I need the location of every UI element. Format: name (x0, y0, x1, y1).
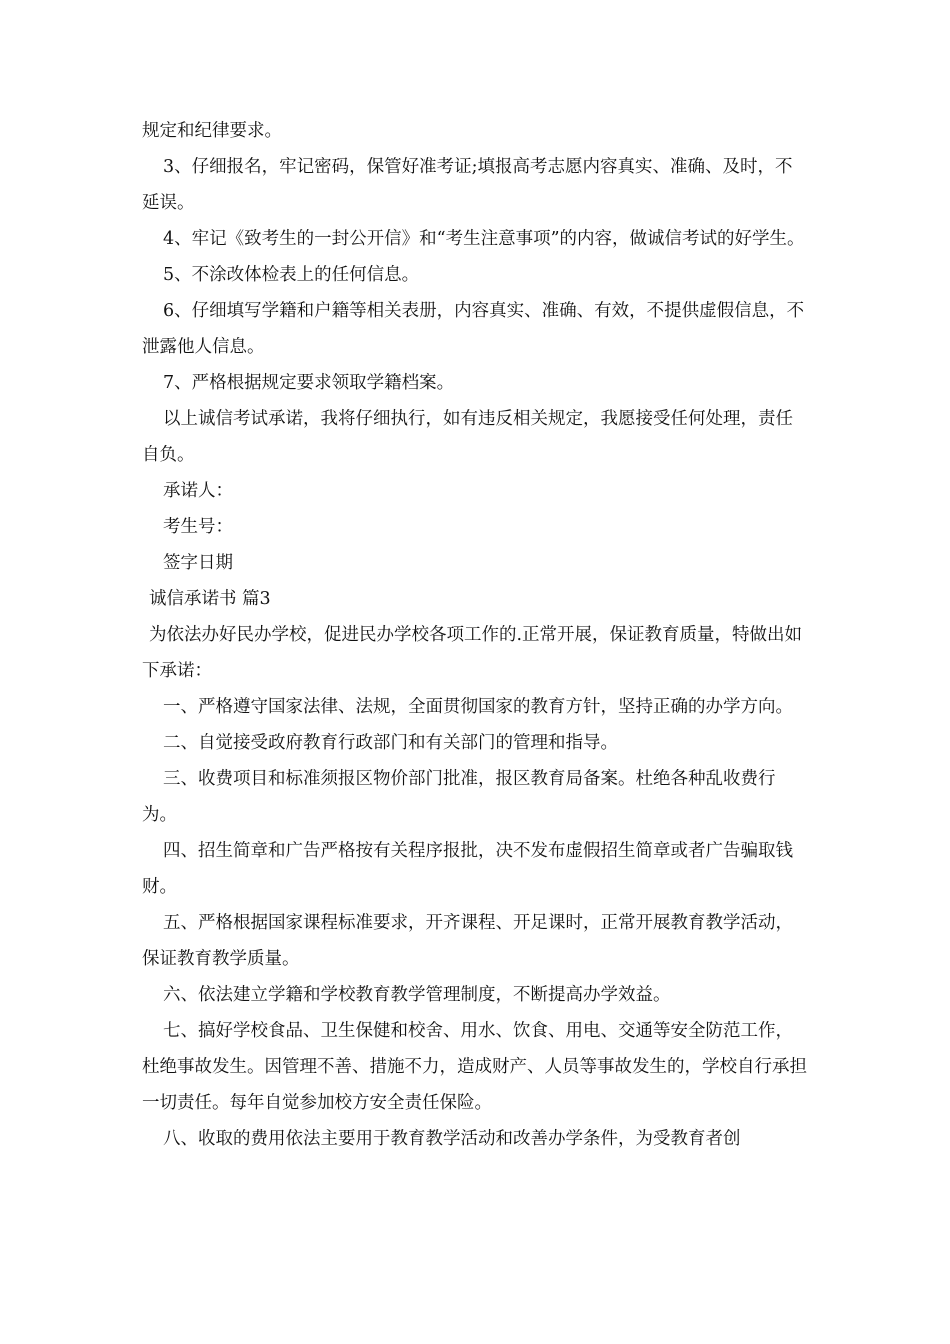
section-heading: 诚信承诺书 篇3 (149, 589, 271, 609)
candidate-number-label: 考生号： (163, 517, 233, 537)
paragraph-pledge-6: 六、依法建立学籍和学校教育教学管理制度，不断提高办学效益。 (163, 985, 671, 1005)
paragraph-pledge-summary: 以上诚信考试承诺，我将仔细执行，如有违反相关规定，我愿接受任何处理，责任自负。 (142, 409, 793, 465)
document-body (142, 113, 808, 1157)
paragraph-intro: 为依法办好民办学校，促进民办学校各项工作的.正常开展，保证教育质量，特做出如下承诺： (142, 625, 803, 681)
paragraph-item-6: 6、仔细填写学籍和户籍等相关表册，内容真实、准确、有效，不提供虚假信息，不泄露他人信息。 (142, 301, 805, 357)
paragraph-pledge-7: 七、搞好学校食品、卫生保健和校舍、用水、饮食、用电、交通等安全防范工作，杜绝事故发生。因管理不善、措施不力，造成财产、人员等事故发生的，学校自行承担一切责任。每年自觉参加校方安全责任保险。 (142, 1021, 807, 1113)
paragraph-pledge-1: 一、严格遵守国家法律、法规，全面贯彻国家的教育方针，坚持正确的办学方向。 (163, 697, 793, 717)
paragraph-pledge-8: 八、收取的费用依法主要用于教育教学活动和改善办学条件，为受教育者创 (163, 1129, 741, 1149)
paragraph-item-3: 3、仔细报名，牢记密码，保管好准考证;填报高考志愿内容真实、准确、及时，不延误。 (142, 157, 793, 213)
paragraph-pledge-4: 四、招生简章和广告严格按有关程序报批，决不发布虚假招生简章或者广告骗取钱财。 (142, 841, 793, 897)
signature-date-label: 签字日期 (163, 553, 233, 573)
signer-label: 承诺人： (163, 481, 233, 501)
paragraph-pledge-2: 二、自觉接受政府教育行政部门和有关部门的管理和指导。 (163, 733, 618, 753)
paragraph-continuation: 规定和纪律要求。 (142, 121, 282, 141)
paragraph-item-7: 7、严格根据规定要求领取学籍档案。 (163, 373, 455, 393)
paragraph-pledge-5: 五、严格根据国家课程标准要求，开齐课程、开足课时，正常开展教育教学活动，保证教育教学质量。 (142, 913, 793, 969)
paragraph-item-5: 5、不涂改体检表上的任何信息。 (163, 265, 420, 285)
paragraph-item-4: 4、牢记《致考生的一封公开信》和“考生注意事项”的内容，做诚信考试的好学生。 (163, 229, 805, 249)
paragraph-pledge-3: 三、收费项目和标准须报区物价部门批准，报区教育局备案。杜绝各种乱收费行为。 (142, 769, 776, 825)
